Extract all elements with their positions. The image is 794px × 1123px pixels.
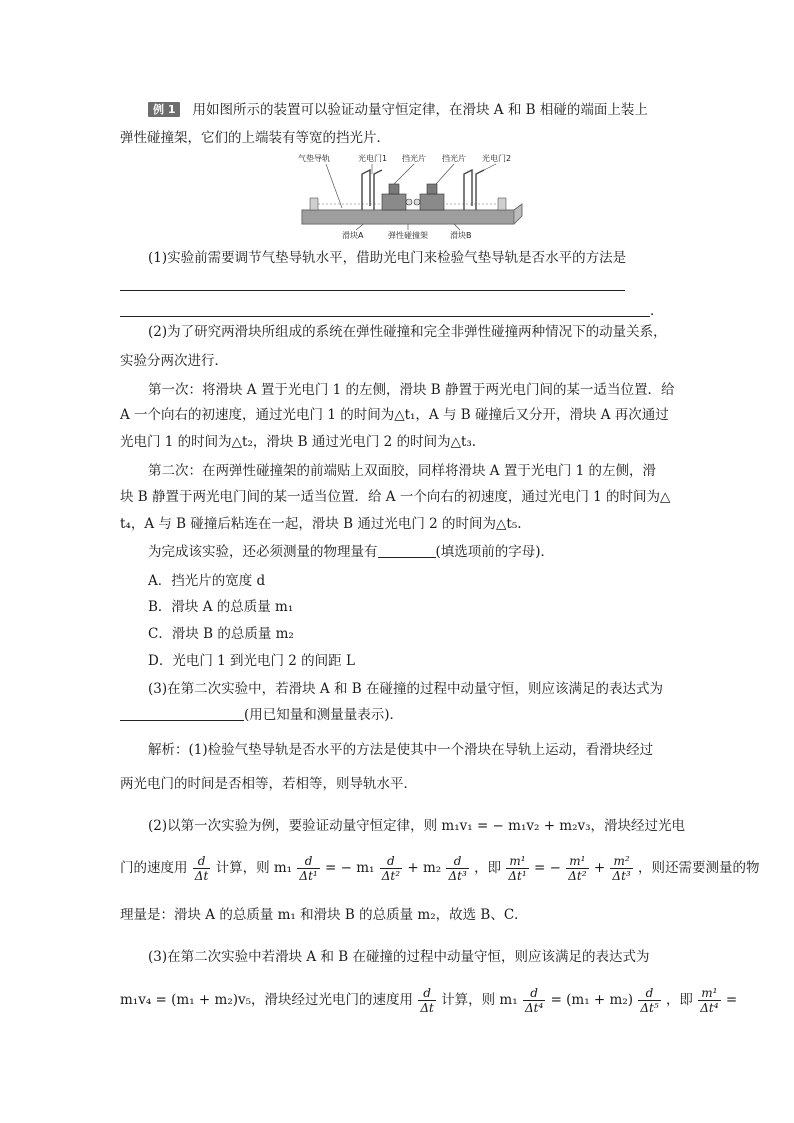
part2-line-1: (2)为了研究两滑块所组成的系统在弹性碰撞和完全非弹性碰撞两种情况下的动量关系， xyxy=(148,324,667,340)
solution-2a: (2)以第一次实验为例，要验证动量守恒定律，则 m₁v₁ = − m₁v₂ + m₂v₃，滑块经过光电 xyxy=(148,818,686,834)
air-track-figure xyxy=(296,152,528,244)
label-shutter-2: 挡光片 xyxy=(442,154,466,163)
solution-3b: m₁v₄ = (m₁ + m₂)v₅，滑块经过光电门的速度用 $\frac{d}{\Delta t}$ 计算，则 m₁ $\frac{d}{\text{Δt⁴}}$ = (m₁ + m₂) $\frac{d}{\text{Δt⁵}}$ ，即 $\frac{\text{m¹}}{\text{Δt⁴}}$ = xyxy=(120,986,738,1015)
first-line-2: A 一个向右的初速度，通过光电门 1 的时间为△t₁，A 与 B 碰撞后又分开，滑块 A 再次通过 xyxy=(120,407,669,423)
must-measure: 为完成该实验，还必须测量的物理量有 (填选项前的字母)． xyxy=(148,544,555,560)
label-shutter-1: 挡光片 xyxy=(402,154,426,163)
label-bumper: 弹性碰撞架 xyxy=(388,231,428,240)
answer-line-2 xyxy=(120,316,650,317)
frac-m1-dt1: $\frac{\text{m¹}}{\text{Δt¹}}$ xyxy=(508,854,527,883)
intro-line-2: 弹性碰撞架，它们的上端装有等宽的挡光片． xyxy=(120,130,390,146)
solution-1a: 解析：(1)检验气垫导轨是否水平的方法是使其中一个滑块在导轨上运动，看滑块经过 xyxy=(148,742,654,758)
frac-d-dt5: $\frac{d}{\text{Δt⁵}}$ xyxy=(640,986,659,1015)
frac-d-dt1: $\frac{d}{\text{Δt¹}}$ xyxy=(299,854,318,883)
example-badge: 例 1 xyxy=(148,102,180,117)
frac-m1-dt4: $\frac{\text{m¹}}{\text{Δt⁴}}$ xyxy=(700,986,719,1015)
intro-line-1: 例 1 用如图所示的装置可以验证动量守恒定律，在滑块 A 和 B 相碰的端面上装上 xyxy=(148,101,648,119)
frac-d-dt3: $\frac{d}{\text{Δt³}}$ xyxy=(448,854,467,883)
frac-d-dt: $\frac{d}{\Delta t}$ xyxy=(194,854,209,883)
second-line-2: 块 B 静置于两光电门间的某一适当位置．给 A 一个向右的初速度，通过光电门 1 的时间为△ xyxy=(120,489,671,505)
part3-answer: (用已知量和测量量表示)． xyxy=(120,706,403,724)
label-slider-b: 滑块B xyxy=(450,231,472,240)
option-d: D．光电门 1 到光电门 2 的间距 L xyxy=(148,653,355,669)
part3: (3)在第二次实验中，若滑块 A 和 B 在碰撞的过程中动量守恒，则应该满足的表达式为 xyxy=(148,681,663,697)
label-slider-a: 滑块A xyxy=(342,231,364,240)
first-line-1: 第一次：将滑块 A 置于光电门 1 的左侧，滑块 B 静置于两光电门间的某一适当位置．给 xyxy=(148,382,675,398)
option-b: B．滑块 A 的总质量 m₁ xyxy=(148,599,294,615)
label-gate-2: 光电门2 xyxy=(482,154,512,163)
frac-d-dt2: $\frac{d}{\text{Δt²}}$ xyxy=(381,854,401,883)
label-air-track: 气垫导轨 xyxy=(298,154,330,163)
solution-1b: 两光电门的时间是否相等，若相等，则导轨水平． xyxy=(120,776,417,792)
solution-3a: (3)在第二次实验中若滑块 A 和 B 在碰撞的过程中动量守恒，则应该满足的表达式为 xyxy=(148,949,650,965)
second-line-3: t₄，A 与 B 碰撞后粘连在一起，滑块 B 通过光电门 2 的时间为△t₅. xyxy=(120,516,522,532)
solution-2b: 门的速度用 $\frac{d}{\Delta t}$ 计算，则 m₁ $\frac{d}{\text{Δt¹}}$ = − m₁ $\frac{d}{\text{Δt²}}$ + m₂ $\frac{d}{\text{Δt³}}$ ，即 $\frac{\text{m¹}}{\text{Δt¹}}$ = − $\frac{\text{m¹}}{\text{Δt²}}$ + $\frac{\text{m²}}{\text{Δt³}}$ ，则还需要测量的物 xyxy=(120,854,760,883)
blank-answer-2 xyxy=(378,543,436,558)
blank-answer-3 xyxy=(120,706,244,721)
solution-2c: 理量是：滑块 A 的总质量 m₁ 和滑块 B 的总质量 m₂，故选 B、C． xyxy=(120,907,528,923)
frac-m2-dt3: $\frac{\text{m²}}{\text{Δt³}}$ xyxy=(612,854,631,883)
label-gate-1: 光电门1 xyxy=(358,154,388,163)
answer-line-1 xyxy=(120,290,625,291)
frac-d-dt-b: $\frac{d}{\Delta t}$ xyxy=(420,986,434,1015)
option-a: A．挡光片的宽度 d xyxy=(148,573,266,589)
second-line-1: 第二次：在两弹性碰撞架的前端贴上双面胶，同样将滑块 A 置于光电门 1 的左侧，滑 xyxy=(148,463,657,479)
part2-line-2: 实验分两次进行． xyxy=(120,353,228,369)
frac-d-dt4: $\frac{d}{\text{Δt⁴}}$ xyxy=(524,986,544,1015)
part1-end: ． xyxy=(650,303,664,319)
frac-m1-dt2: $\frac{\text{m¹}}{\text{Δt²}}$ xyxy=(568,854,587,883)
part1: (1)实验前需要调节气垫导轨水平，借助光电门来检验气垫导轨是否水平的方法是 xyxy=(148,250,627,266)
option-c: C．滑块 B 的总质量 m₂ xyxy=(148,626,294,642)
first-line-3: 光电门 1 的时间为△t₂，滑块 B 通过光电门 2 的时间为△t₃. xyxy=(120,434,477,450)
